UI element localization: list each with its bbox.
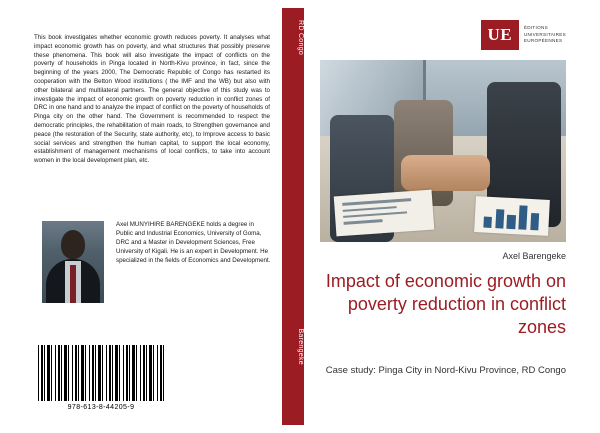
photo-document — [333, 189, 434, 236]
photo-document-line — [342, 198, 411, 205]
spine-text-bottom: Barengeke — [297, 328, 304, 365]
publisher-line-1: ÉDITIONS — [523, 24, 548, 30]
back-cover-blurb: This book investigates whether economic growth reduces poverty. It analyses what impact economic growth has on poverty, and what structures that possibly preserve these phenomena. This book will also investigate the impact of conflicts on the poverty of households in Pinga located in North-Kivu province, in fact, since the beginning of the years 2000, The Democratic Republic of Congo has restarted its cooperation with the Betton Wood institutions ( the IMF and the WB) but also with other bilateral and multilateral partners. The general objective of this study was to investigate the impact of economic growth on poverty reduction in conflict zones of DRC in one hand and to analyze the impact of conflict on the poverty of households of Pinga city on the other hand. The Government is recommended to respect the democratic principles, the rehabilitation of main roads, to Strengthen governance and peace (the restoration of the Security, state authority, etc), to Improve access to basic social services and strengthen the human capital, to support the local economy, establishment of management mechanisms of local conflicts, to take into account women in the local development plan, etc. — [34, 34, 270, 165]
front-cover-author: Axel Barengeke — [502, 251, 566, 261]
page-title: Impact of economic growth on poverty reduction in conflict zones — [325, 271, 566, 338]
barcode-icon — [38, 345, 164, 401]
photo-chart-bar — [519, 206, 528, 230]
publisher-line-3: EUROPÉENNES — [523, 38, 563, 44]
publisher-logo — [481, 20, 566, 50]
publisher-line-2: UNIVERSITAIRES — [523, 31, 566, 37]
publisher-name — [524, 25, 566, 46]
photo-document-line — [342, 206, 396, 212]
photo-chart — [474, 196, 550, 236]
photo-hands — [401, 155, 490, 191]
photo-chart-bar — [483, 217, 492, 228]
author-biography: Axel MUNYIHIRE BARENGEKE holds a degree in Public and Industrial Economics, University of Goma, DRC and a Master in Development Sciences, Free University of Kigali. He is an expert in Development. He specialized in the fields of Economics and Development. — [116, 221, 271, 264]
portrait-tie — [70, 265, 76, 303]
barcode-area — [38, 345, 168, 411]
portrait-head — [61, 230, 85, 259]
author-portrait-photo — [42, 221, 104, 303]
photo-chart-bar — [530, 213, 539, 231]
back-cover — [20, 8, 282, 425]
publisher-mark-icon: UE — [481, 20, 519, 50]
isbn-number: 978-613-8-44205-9 — [67, 404, 135, 411]
book-spine — [282, 8, 304, 425]
photo-document-line — [343, 219, 382, 224]
photo-document-line — [343, 211, 407, 218]
front-cover-subtitle: Case study: Pinga City in Nord-Kivu Province, RD Congo — [325, 365, 566, 376]
front-cover — [304, 8, 582, 425]
cover-photo — [320, 60, 566, 242]
photo-chart-bar — [507, 215, 516, 230]
photo-chart-bar — [495, 210, 504, 229]
spine-text-top: RD Congo — [297, 20, 304, 56]
